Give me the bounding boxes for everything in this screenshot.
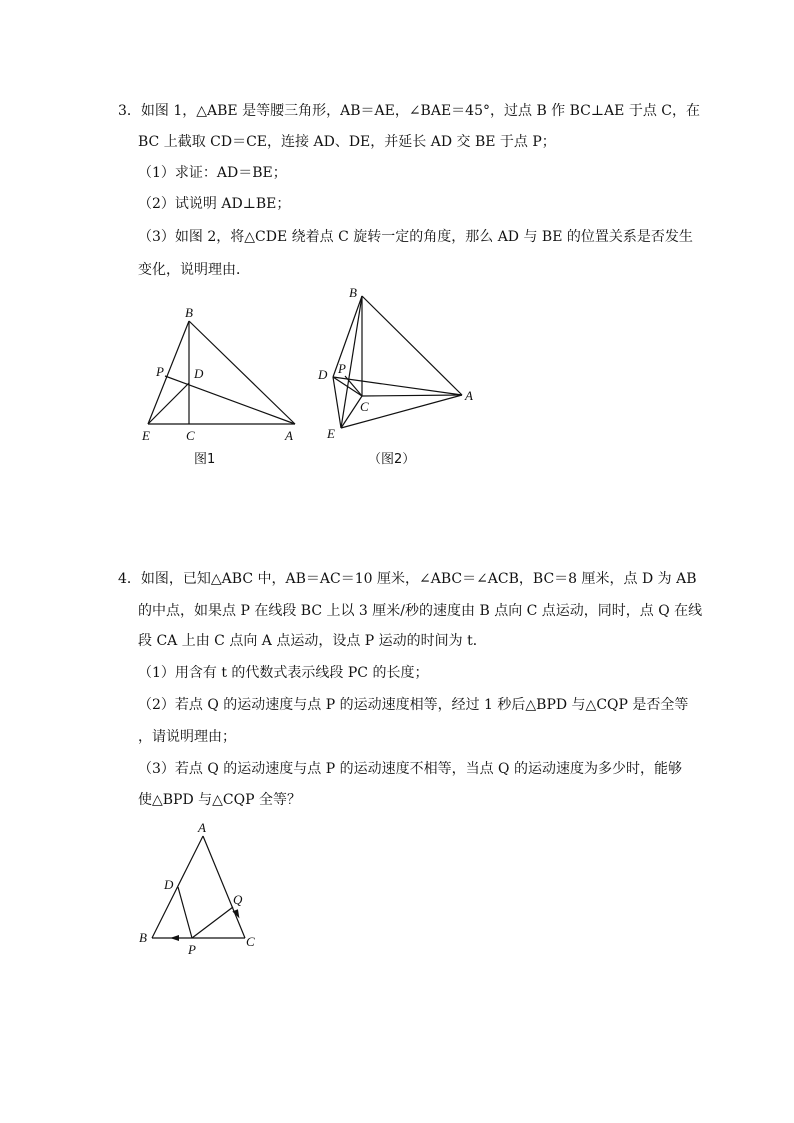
segment-PQ — [192, 907, 233, 938]
segment-BE — [148, 321, 189, 424]
problem-4-part-1: （1）用含有 t 的代数式表示线段 PC 的长度； — [138, 665, 429, 681]
problem-3-part-3: （3）如图 2，将△CDE 绕着点 C 旋转一定的角度，那么 AD 与 BE 的位置关系是否发生 — [138, 229, 693, 245]
label-B: B — [185, 305, 193, 320]
segment-DA — [333, 377, 462, 395]
problem-4-part-3-cont: 使△BPD 与△CQP 全等？ — [138, 792, 301, 808]
arrow-B-to-C — [170, 935, 179, 941]
figure-2-lines — [333, 296, 462, 428]
problem-4-part-2: （2）若点 Q 的运动速度与点 P 的运动速度相等，经过 1 秒后△BPD 与△CQP 是否全等 — [138, 697, 689, 713]
segment-DE — [333, 377, 341, 428]
figure-2-caption: （图2） — [368, 452, 416, 467]
problem-3-line-1: 3．如图 1，△ABE 是等腰三角形，AB＝AE，∠BAE＝45°，过点 B 作 BC⊥AE 于点 C，在 — [118, 103, 700, 119]
segment-AC — [203, 836, 245, 938]
figure-2 — [312, 280, 482, 445]
figure-1 — [130, 300, 310, 450]
label-A: A — [465, 388, 473, 403]
segment-AB — [152, 836, 203, 938]
figure-1-lines — [148, 321, 295, 424]
problem-3-part-2: （2）试说明 AD⊥BE； — [138, 196, 291, 212]
label-P: P — [156, 364, 164, 379]
label-Q: Q — [233, 892, 243, 907]
label-D: D — [318, 367, 328, 382]
label-A: A — [285, 428, 293, 443]
label-B: B — [139, 930, 147, 945]
label-P: P — [338, 361, 346, 376]
segment-DP — [178, 887, 192, 938]
segment-PA — [165, 376, 295, 424]
segment-BA — [189, 321, 295, 424]
label-P: P — [188, 942, 196, 957]
problem-3-part-1: （1）求证：AD＝BE； — [138, 165, 287, 181]
problem-3-line-2: BC 上截取 CD＝CE，连接 AD、DE，并延长 AD 交 BE 于点 P； — [138, 134, 556, 150]
problem-4-part-3: （3）若点 Q 的运动速度与点 P 的运动速度不相等，当点 Q 的运动速度为多少时，能够 — [138, 761, 682, 777]
problem-4-part-2-cont: ，请说明理由； — [138, 729, 236, 745]
segment-ED — [148, 383, 189, 424]
label-C: C — [246, 934, 255, 949]
label-B: B — [349, 285, 357, 300]
problem-4-line-2: 的中点，如果点 P 在线段 BC 上以 3 厘米/秒的速度由 B 点向 C 点运动，同时，点 Q 在线 — [138, 603, 703, 619]
label-D: D — [164, 877, 174, 892]
problem-4-line-1: 4．如图，已知△ABC 中，AB＝AC＝10 厘米，∠ABC＝∠ACB，BC＝8 厘米，点 D 为 AB — [118, 571, 697, 587]
label-A: A — [198, 820, 206, 835]
label-C: C — [186, 428, 195, 443]
label-E: E — [327, 426, 335, 441]
segment-BA — [362, 296, 462, 395]
figure-1-caption: 图1 — [194, 452, 216, 467]
figure-4 — [130, 815, 270, 960]
label-E: E — [142, 428, 150, 443]
segment-CA — [362, 395, 462, 396]
label-C: C — [360, 399, 369, 414]
problem-4-line-3: 段 CA 上由 C 点向 A 点运动，设点 P 运动的时间为 t． — [138, 633, 487, 649]
label-D: D — [194, 366, 204, 381]
problem-3-part-3-cont: 变化，说明理由． — [138, 262, 250, 278]
